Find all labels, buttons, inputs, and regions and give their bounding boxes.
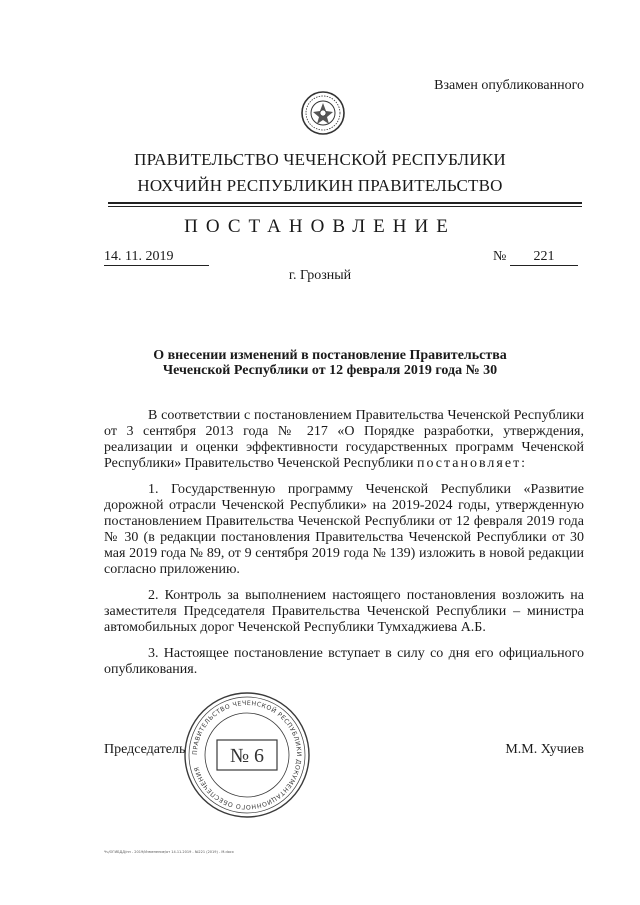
header-rule-thin [108, 206, 582, 207]
doc-number-label: № [493, 249, 507, 264]
doc-title-line2: Чеченской Республики от 12 февраля 2019 года № 30 [162, 363, 498, 378]
header-rule [108, 202, 582, 204]
signature-name: М.М. Хучиев [505, 742, 584, 757]
doc-date: 14. 11. 2019 [104, 249, 209, 266]
doc-title [140, 348, 520, 378]
doc-title-line1: О внесении изменений в постановление Правительства [153, 348, 507, 363]
doc-body [104, 408, 584, 688]
doc-number: 221 [510, 249, 578, 266]
decree-word: постановляет: [416, 456, 528, 471]
stamp-ring-text: ПРАВИТЕЛЬСТВО ЧЕЧЕНСКОЙ РЕСПУБЛИКИ ДОКУМЕНТАЦИОННОГО ОБЕСПЕЧЕНИЯ [191, 699, 303, 811]
org-name-ru: ПРАВИТЕЛЬСТВО ЧЕЧЕНСКОЙ РЕСПУБЛИКИ [134, 150, 506, 169]
official-stamp [182, 690, 312, 820]
intro-text: В соответствии с постановлением Правительства Чеченской Республики от 3 сентября 2013 года № 217 «О Порядке разработки, утверждения, реализации и оценки эффективности государственных программ Чеченской Республики» Правительство Чеченской Республики [104, 408, 584, 471]
paragraph-2: 2. Контроль за выполнением настоящего постановления возложить на заместителя Председателя Правительства Чеченской Республики – министра автомобильных дорог Чеченской Республики Тумхаджиева А.Б. [104, 588, 584, 635]
paragraph-3: 3. Настоящее постановление вступает в силу со дня его официального опубликования. [104, 646, 584, 677]
emblem-icon [300, 90, 346, 136]
paragraph-intro [104, 408, 584, 472]
signature-position: Председатель [104, 742, 186, 757]
doc-city: г. Грозный [288, 268, 352, 283]
doc-type: ПОСТАНОВЛЕНИЕ [184, 216, 456, 237]
stamp-number: № 6 [229, 745, 265, 767]
paragraph-1: 1. Государственную программу Чеченской Республики «Развитие дорожной отрасли Чеченской Республики» на 2019-2024 годы, утвержденную постановлением Правительства Чеченской Республики от 12 февраля 2019 года № 30 (в редакции постановления Правительства Чеченской Республики от 30 мая 2019 года № 89, от 9 сентября 2019 года № 139) изложить в новой редакции согласно приложению. [104, 482, 584, 577]
replaced-note: Взамен опубликованного [434, 78, 584, 93]
org-name-ce: НОХЧИЙН РЕСПУБЛИКИН ПРАВИТЕЛЬСТВО [137, 176, 503, 195]
footer-file-ref: Чч/ОГИБДД/пп - 2019/Изменение/от 14.11.2019 - №221 (2019) - М.docx [104, 850, 234, 854]
